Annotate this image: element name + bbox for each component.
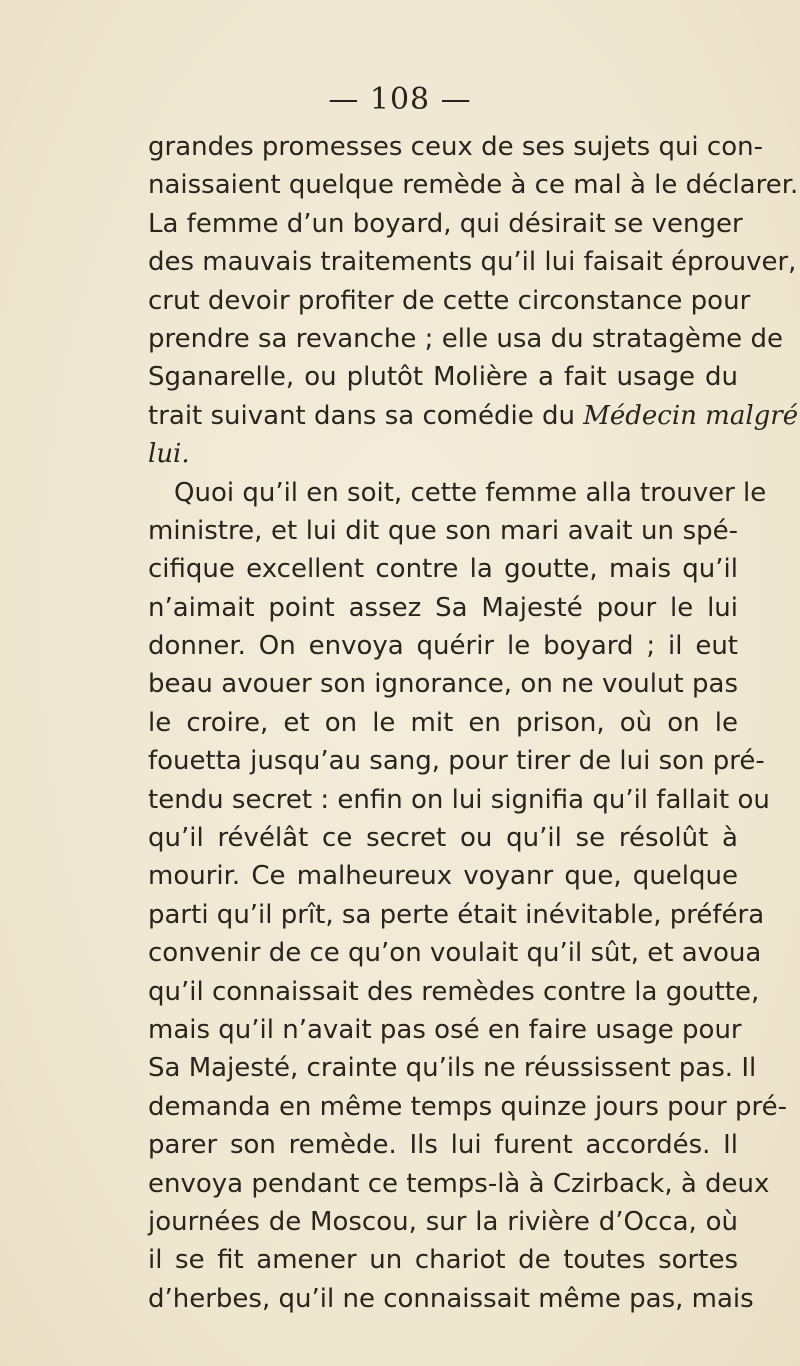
text-line: beau avouer son ignorance, on ne voulut pas [148, 669, 738, 700]
paragraph-start: Quoi qu’il en soit, cette femme alla trouver le [174, 477, 767, 508]
text-line: convenir de ce qu’on voulait qu’il sût, et avoua [148, 938, 762, 969]
text-line: La femme d’un boyard, qui désirait se venger [148, 208, 743, 239]
text-line: envoya pendant ce temps-là à Czirback, à deux [148, 1168, 770, 1199]
text-line: mais qu’il n’avait pas osé en faire usage pour [148, 1014, 742, 1045]
text-line: des mauvais traitements qu’il lui faisait éprouver, [148, 247, 797, 278]
text-line: il se fit amener un chariot de toutes sortes [148, 1245, 738, 1276]
text-line: n’aimait point assez Sa Majesté pour le lui [148, 592, 738, 623]
text-line: mourir. Ce malheureux voyanr que, quelque [148, 861, 738, 892]
text-line: prendre sa revanche ; elle usa du stratagème de [148, 323, 783, 354]
text-line: naissaient quelque remède à ce mal à le déclarer. [148, 170, 799, 201]
body-text [148, 128, 799, 1318]
text-line: grandes promesses ceux de ses sujets qui con- [148, 132, 763, 162]
text-line: qu’il révélât ce secret ou qu’il se résolût à [148, 823, 738, 854]
text-line [148, 435, 738, 473]
page-number: — 108 — [328, 82, 472, 117]
text-line: cifique excellent contre la goutte, mais qu’il [148, 554, 738, 585]
text-line: qu’il connaissait des remèdes contre la goutte, [148, 976, 760, 1007]
text-line: tendu secret : enfin on lui signifia qu’il fallait ou [148, 784, 770, 815]
text-line: journées de Moscou, sur la rivière d’Occa, où [148, 1206, 738, 1237]
text-line: d’herbes, qu’il ne connaissait même pas, mais [148, 1283, 754, 1314]
text-line: ministre, et lui dit que son mari avait un spé- [148, 515, 738, 546]
text-line: Sa Majesté, crainte qu’ils ne réussissent pas. Il [148, 1053, 757, 1084]
italic-title-end: lui. [148, 439, 190, 470]
text-segment: trait suivant dans sa comédie du [148, 400, 575, 431]
text-line: Sganarelle, ou plutôt Molière a fait usage du [148, 362, 738, 393]
text-line: parti qu’il prît, sa perte était inévitable, préféra [148, 899, 765, 930]
text-line: le croire, et on le mit en prison, où on le [148, 707, 738, 738]
text-line: donner. On envoya quérir le boyard ; il eut [148, 631, 738, 662]
text-line: demanda en même temps quinze jours pour pré- [148, 1091, 787, 1122]
text-line: fouetta jusqu’au sang, pour tirer de lui son pré- [148, 746, 765, 777]
text-line: crut devoir profiter de cette circonstance pour [148, 285, 751, 316]
text-line: parer son remède. Ils lui furent accordés. Il [148, 1130, 738, 1161]
text-line-with-title [148, 397, 799, 435]
italic-title: Médecin malgré [583, 400, 799, 431]
